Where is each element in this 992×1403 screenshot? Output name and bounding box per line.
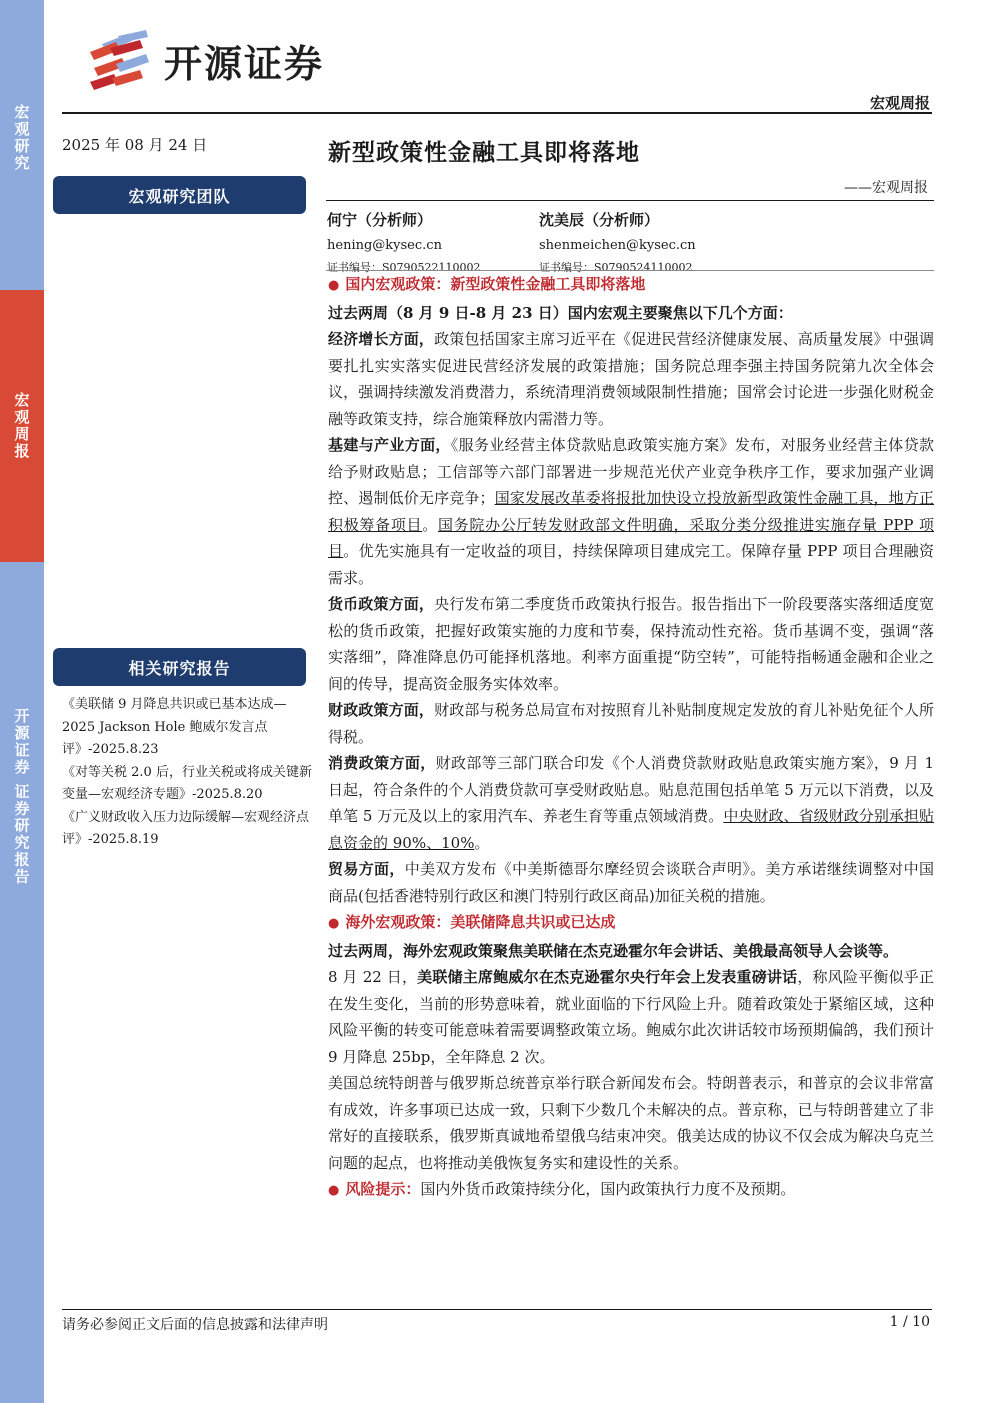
- side-tab-macro-research: [0, 0, 44, 290]
- brand-logo: [88, 30, 324, 90]
- bullet-icon: ●: [328, 1183, 340, 1198]
- footer-divider: [62, 1309, 932, 1310]
- side-tab-macro-weekly: [0, 290, 44, 562]
- side-tab-brand-report: [0, 562, 44, 1403]
- report-date: 2025 年 08 月 24 日: [62, 136, 208, 154]
- paragraph-consumption: 消费政策方面，财政部等三部门联合印发《个人消费贷款财政贴息政策实施方案》，9 月 1 日起，符合条件的个人消费贷款可享受财政贴息。贴息范围包括单笔 5 万元以下消费，以及单笔 5 万元及以上的家用汽车、养老生育等重点领域消费。中央财政、省级财政分别承担贴息资金的 90%、10%。: [328, 754, 934, 852]
- related-report-link[interactable]: 《对等关税 2.0 后，行业关税或将成关键新变量—宏观经济专题》-2025.8.20: [62, 764, 312, 802]
- title-divider: [326, 200, 934, 201]
- page-number: 1 / 10: [889, 1314, 930, 1330]
- disclaimer-note: 请务必参阅正文后面的信息披露和法律声明: [62, 1317, 328, 1333]
- related-report-link[interactable]: 《广义财政收入压力边际缓解—宏观经济点评》-2025.8.19: [62, 809, 310, 847]
- overseas-lead: 过去两周，海外宏观政策聚焦美联储在杰克逊霍尔年会讲话、美俄最高领导人会谈等。: [328, 941, 899, 960]
- related-report-link[interactable]: 《美联储 9 月降息共识或已基本达成—2025 Jackson Hole 鲍威尔发言点评》-2025.8.23: [62, 697, 287, 757]
- paragraph-growth: 经济增长方面，政策包括国家主席习近平在《促进民营经济健康发展、高质量发展》中强调要扎扎实实落实促进民营经济发展的政策措施；国务院总理李强主持国务院第九次全体会议，强调持续激发消费潜力，系统清理消费领域限制性措施；国常会讨论进一步强化财税金融等政策支持，综合施策释放内需潜力等。: [328, 330, 934, 428]
- section-heading-overseas: ● 海外宏观政策：美联储降息共识或已达成: [328, 913, 616, 931]
- paragraph-infrastructure: 基建与产业方面，《服务业经营主体贷款贴息政策实施方案》发布，对服务业经营主体贷款给予财政贴息；工信部等六部门部署进一步规范光伏产业竞争秩序工作，要求加强产业调控、遏制低价无序竞争；国家发展改革委将报批加快设立投放新型政策性金融工具，地方正积极筹备项目。国务院办公厅转发财政部文件明确，采取分类分级推进实施存量 PPP 项目。优先实施具有一定收益的项目，持续保障项目建成完工。保障存量 PPP 项目合理融资需求。: [328, 436, 934, 587]
- side-tab-label: 宏观周报: [12, 392, 31, 460]
- analyst-card: [539, 208, 696, 278]
- analyst-cert: 证书编号：S0790522110002: [327, 261, 481, 274]
- analyst-name: 何宁（分析师）: [327, 211, 433, 229]
- section-heading-domestic: ● 国内宏观政策：新型政策性金融工具即将落地: [328, 275, 646, 293]
- risk-warning: ● 风险提示：国内外货币政策持续分化，国内政策执行力度不及预期。: [328, 1180, 796, 1198]
- report-subtitle: ——宏观周报: [844, 180, 928, 196]
- related-reports-heading: 相关研究报告: [53, 648, 306, 686]
- logo-mark-icon: [88, 30, 158, 90]
- report-title: 新型政策性金融工具即将落地: [328, 139, 640, 166]
- analyst-card: [327, 208, 481, 278]
- analyst-cert: 证书编号：S0790524110002: [539, 261, 693, 274]
- paragraph-monetary: 货币政策方面，央行发布第二季度货币政策执行报告。报告指出下一阶段要落实落细适度宽松的货币政策，把握好政策实施的力度和节奏，保持流动性充裕。货币基调不变，强调“落实落细”，降准降息仍可能择机落地。利率方面重提“防空转”，可能特指畅通金融和企业之间的传导，提高资金服务实体效率。: [328, 595, 934, 693]
- header-divider: [62, 112, 932, 114]
- paragraph-trade: 贸易方面，中美双方发布《中美斯德哥尔摩经贸会谈联合声明》。美方承诺继续调整对中国商品(包括香港特别行政区和澳门特别行政区商品)加征关税的措施。: [328, 860, 934, 905]
- analyst-name: 沈美辰（分析师）: [539, 211, 660, 229]
- domestic-lead: 过去两周（8 月 9 日-8 月 23 日）国内宏观主要聚焦以下几个方面：: [328, 303, 793, 322]
- paragraph-fed: 8 月 22 日，美联储主席鲍威尔在杰克逊霍尔央行年会上发表重磅讲话，称风险平衡似乎正在发生变化，当前的形势意味着，就业面临的下行风险上升。随着政策处于紧缩区域，这种风险平衡的转变可能意味着需要调整政策立场。鲍威尔此次讲话较市场预期偏鸽，我们预计 9 月降息 25bp，全年降息 2 次。: [328, 968, 934, 1066]
- report-body: [328, 271, 934, 1205]
- side-tab-label: 开源证券 证券研究报告: [12, 708, 31, 886]
- bullet-icon: ●: [328, 916, 340, 931]
- bullet-icon: ●: [328, 278, 340, 293]
- report-type-label: 宏观周报: [869, 94, 930, 112]
- paragraph-fiscal: 财政政策方面，财政部与税务总局宣布对按照育儿补贴制度规定发放的育儿补贴免征个人所得税。: [328, 701, 934, 746]
- side-strip: [0, 0, 44, 1403]
- analyst-email[interactable]: shenmeichen@kysec.cn: [539, 238, 696, 253]
- paragraph-us-russia: 美国总统特朗普与俄罗斯总统普京举行联合新闻发布会。特朗普表示，和普京的会议非常富有成效，许多事项已达成一致，只剩下少数几个未解决的点。普京称，已与特朗普建立了非常好的直接联系，俄罗斯真诚地希望俄乌结束冲突。俄美达成的协议不仅会成为解决乌克兰问题的起点，也将推动美俄恢复务实和建设性的关系。: [328, 1074, 934, 1172]
- related-reports-list: [62, 694, 312, 852]
- side-tab-label: 宏观研究: [12, 104, 31, 172]
- analyst-email[interactable]: hening@kysec.cn: [327, 238, 442, 253]
- brand-name: 开源证券: [164, 41, 325, 86]
- team-heading: 宏观研究团队: [53, 176, 306, 214]
